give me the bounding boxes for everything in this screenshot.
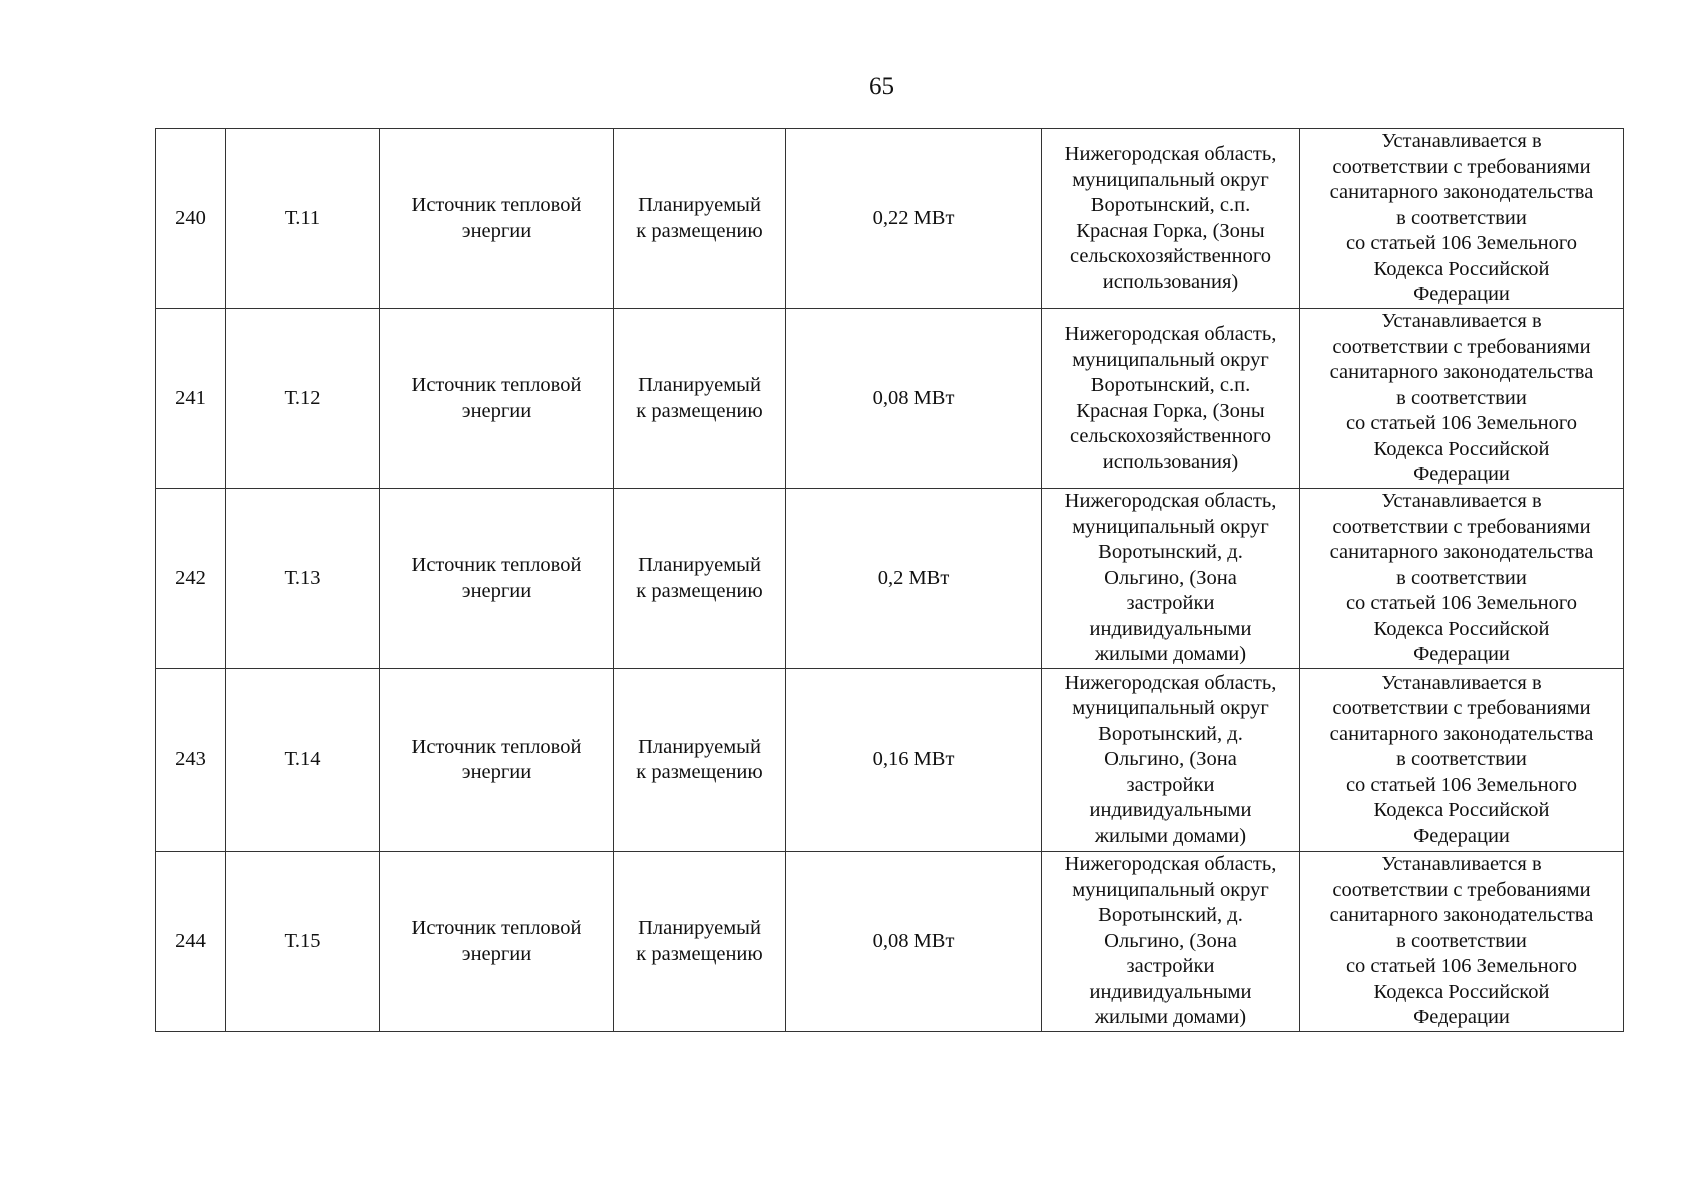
object-power-cell: 0,16 МВт [786, 669, 1042, 852]
row-number-cell: 243 [156, 669, 226, 852]
object-location-cell: Нижегородская область, муниципальный округ Воротынский, с.п. Красная Горка, (Зоны сельскохозяйственного использования) [1042, 129, 1300, 309]
object-power-cell: 0,08 МВт [786, 309, 1042, 489]
row-number-cell: 244 [156, 852, 226, 1032]
row-number-cell: 242 [156, 489, 226, 669]
object-name-cell: Источник тепловой энергии [380, 669, 614, 852]
object-power-cell: 0,22 МВт [786, 129, 1042, 309]
object-status-cell: Планируемый к размещению [614, 129, 786, 309]
object-name-cell: Источник тепловой энергии [380, 309, 614, 489]
object-power-cell: 0,08 МВт [786, 852, 1042, 1032]
object-status-cell: Планируемый к размещению [614, 669, 786, 852]
row-number-cell: 240 [156, 129, 226, 309]
object-code-cell: Т.12 [226, 309, 380, 489]
object-status-cell: Планируемый к размещению [614, 489, 786, 669]
protection-zone-cell: Устанавливается в соответствии с требованиями санитарного законодательства в соответствии со статьей 106 Земельного Кодекса Российской Федерации [1300, 852, 1624, 1032]
object-code-cell: Т.13 [226, 489, 380, 669]
protection-zone-cell: Устанавливается в соответствии с требованиями санитарного законодательства в соответствии со статьей 106 Земельного Кодекса Российской Федерации [1300, 129, 1624, 309]
object-code-cell: Т.14 [226, 669, 380, 852]
row-number-cell: 241 [156, 309, 226, 489]
protection-zone-cell: Устанавливается в соответствии с требованиями санитарного законодательства в соответствии со статьей 106 Земельного Кодекса Российской Федерации [1300, 309, 1624, 489]
page-number: 65 [869, 73, 894, 100]
table-row [156, 489, 1624, 669]
table-row [156, 129, 1624, 309]
object-location-cell: Нижегородская область, муниципальный округ Воротынский, д. Ольгино, (Зона застройки индивидуальными жилыми домами) [1042, 669, 1300, 852]
table-row [156, 669, 1624, 852]
protection-zone-cell: Устанавливается в соответствии с требованиями санитарного законодательства в соответствии со статьей 106 Земельного Кодекса Российской Федерации [1300, 489, 1624, 669]
object-status-cell: Планируемый к размещению [614, 852, 786, 1032]
object-location-cell: Нижегородская область, муниципальный округ Воротынский, д. Ольгино, (Зона застройки индивидуальными жилыми домами) [1042, 489, 1300, 669]
object-power-cell: 0,2 МВт [786, 489, 1042, 669]
protection-zone-cell: Устанавливается в соответствии с требованиями санитарного законодательства в соответствии со статьей 106 Земельного Кодекса Российской Федерации [1300, 669, 1624, 852]
object-code-cell: Т.15 [226, 852, 380, 1032]
object-name-cell: Источник тепловой энергии [380, 129, 614, 309]
object-name-cell: Источник тепловой энергии [380, 852, 614, 1032]
table-row [156, 852, 1624, 1032]
objects-table [155, 128, 1624, 1032]
object-location-cell: Нижегородская область, муниципальный округ Воротынский, с.п. Красная Горка, (Зоны сельскохозяйственного использования) [1042, 309, 1300, 489]
object-location-cell: Нижегородская область, муниципальный округ Воротынский, д. Ольгино, (Зона застройки индивидуальными жилыми домами) [1042, 852, 1300, 1032]
object-status-cell: Планируемый к размещению [614, 309, 786, 489]
table-row [156, 309, 1624, 489]
object-name-cell: Источник тепловой энергии [380, 489, 614, 669]
object-code-cell: Т.11 [226, 129, 380, 309]
